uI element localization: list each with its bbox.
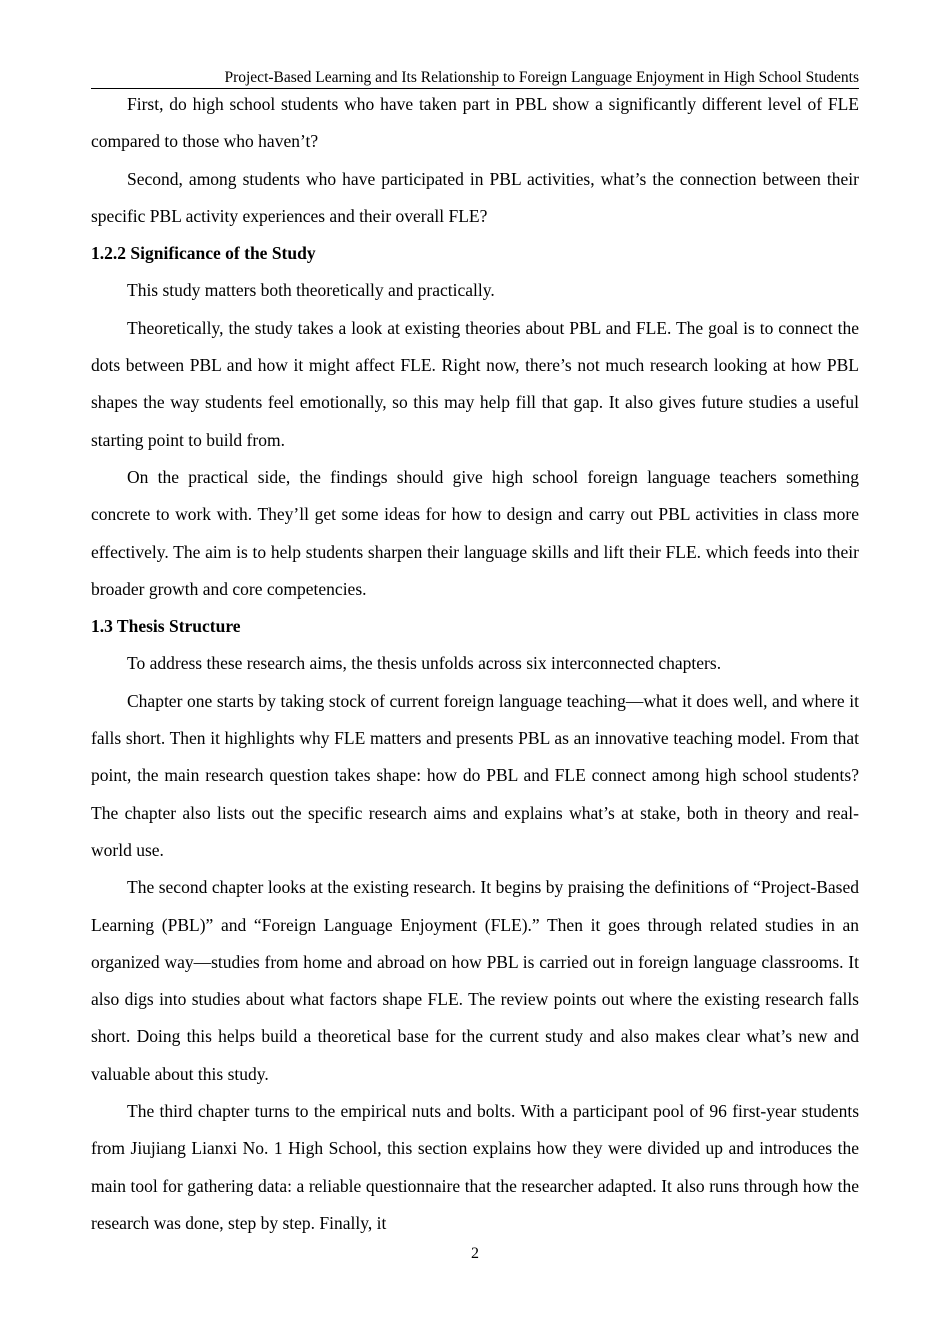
body-text bbox=[91, 86, 859, 1242]
running-head: Project-Based Learning and Its Relationship to Foreign Language Enjoyment in High School Students bbox=[91, 69, 859, 89]
paragraph: The third chapter turns to the empirical nuts and bolts. With a participant pool of 96 first-year students from Jiujiang Lianxi No. 1 High School, this section explains how they were divided up and introduces the main tool for gathering data: a reliable questionnaire that the researcher adapted. It also runs through how the research was done, step by step. Finally, it bbox=[91, 1101, 859, 1233]
section-heading-1-3: 1.3 Thesis Structure bbox=[91, 616, 241, 637]
research-question-2: Second, among students who have participated in PBL activities, what’s the connection between their specific PBL activity experiences and their overall FLE? bbox=[91, 168, 859, 226]
research-question-1: First, do high school students who have taken part in PBL show a significantly different level of FLE compared to those who haven’t? bbox=[91, 94, 859, 152]
paragraph: The second chapter looks at the existing research. It begins by praising the definitions of “Project-Based Learning (PBL)” and “Foreign Language Enjoyment (FLE).” Then it goes through related studies in an organized way—studies from home and abroad on how PBL is carried out in foreign language classrooms. It also digs into studies about what factors shape FLE. The review points out where the existing research falls short. Doing this helps build a theoretical base for the current study and also makes clear what’s new and valuable about this study. bbox=[91, 877, 859, 1084]
paragraph: Chapter one starts by taking stock of current foreign language teaching—what it does well, and where it falls short. Then it highlights why FLE matters and presents PBL as an innovative teaching model. From that point, the main research question takes shape: how do PBL and FLE connect among high school students? The chapter also lists out the specific research aims and explains what’s at stake, both in theory and real-world use. bbox=[91, 690, 859, 860]
paragraph: On the practical side, the findings should give high school foreign language teachers something concrete to work with. They’ll get some ideas for how to design and carry out PBL activities in class more effectively. The aim is to help students sharpen their language skills and lift their FLE. which feeds into their broader growth and core competencies. bbox=[91, 466, 859, 599]
section-heading-1-2-2: 1.2.2 Significance of the Study bbox=[91, 243, 316, 264]
paragraph: Theoretically, the study takes a look at existing theories about PBL and FLE. The goal is to connect the dots between PBL and how it might affect FLE. Right now, there’s not much research looking at how PBL shapes the way students feel emotionally, so this may help fill that gap. It also gives future studies a useful starting point to build from. bbox=[91, 317, 859, 450]
paragraph: To address these research aims, the thesis unfolds across six interconnected chapters. bbox=[127, 653, 722, 674]
paragraph: This study matters both theoretically and practically. bbox=[127, 280, 495, 301]
page-number: 2 bbox=[471, 1245, 479, 1262]
